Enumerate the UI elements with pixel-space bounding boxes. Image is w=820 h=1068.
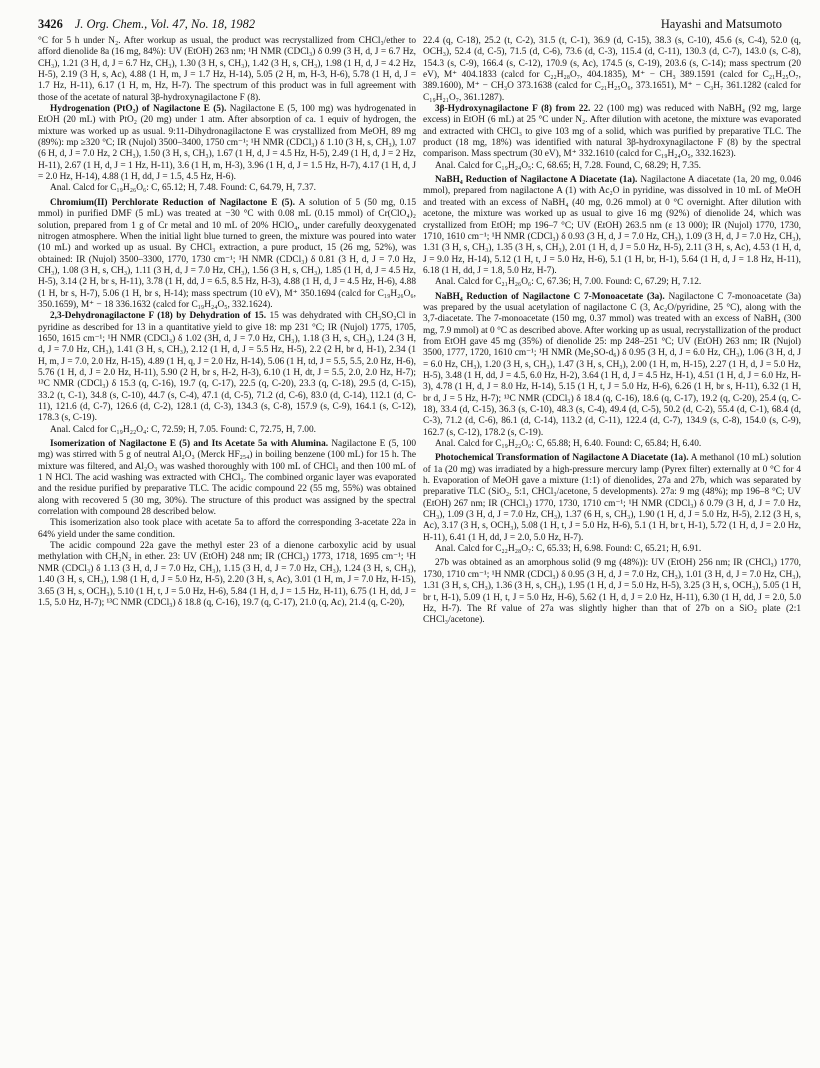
procedure-title: Hydrogenation (PtO₂) of Nagilactone E (5). <box>50 104 227 115</box>
analysis-paragraph <box>38 425 416 436</box>
paragraph-text: 15 was dehydrated with CH₃SO₂Cl in pyridine as described for 13 in a quantitative yield to give 18: mp 231 °C; IR (Nujol) 1775, 1705, 1650, 1615 cm⁻¹; ¹H NMR (CDCl₃) δ 1.02 (3H, d, J = 7.0 Hz, CH₃), 1.18 (3 H, s, CH₃), 1.24 (3 H, d, J = 7.0 Hz, CH₃), 1.41 (3 H, s, CH₃), 2.12 (1 H, d, J = 5.5 Hz, H-5), 2.2 (2 H, br d, H-1), 2.34 (1 H, m, J = 7.0, 2.0 Hz, H-15), 4.89 (1 H, q, J = 2.0 Hz, H-14), 5.06 (1 H, td, J = 5.5, 5.5, 2.0 Hz, H-6), 5.76 (1 H, d, J = 2.0 Hz, H-11), 5.90 (2 H, br s, H-2, H-3), 6.10 (1 H, dt, J = 5.5, 2.0, 2.0 Hz, H-7); ¹³C NMR (CDCl₃) δ 15.3 (q, C-16), 19.7 (q, C-17), 22.5 (q, C-20), 23.3 (q, C-18), 29.5 (d, C-15), 33.2 (t, C-1), 34.8 (s, C-10), 44.7 (s, C-4), 47.1 (d, C-5), 71.2 (d, C-6), 83.0 (d, C-14), 112.1 (d, C-11), 121.6 (d, C-7), 126.6 (d, C-2), 128.1 (d, C-3), 134.3 (s, C-8), 157.9 (s, C-9), 164.1 (s, C-12), 178.3 (s, C-19). <box>38 311 416 424</box>
paragraph-text: 22 (100 mg) was reduced with NaBH₄ (92 mg, large excess) in EtOH (6 mL) at 25 °C under N₂. After dilution with acetone, the mixture was evaporated and extracted with CHCl₃ to give 103 mg of a solid, which was purified by preparative TLC. The product (18 mg, 18%) was identified with natural 3β-hydroxynagilactone F (8) by the spectral comparison. Mass spectrum (30 eV), M⁺ 332.1610 (calcd for C₁₉H₂₄O₅, 332.1623). <box>423 104 801 160</box>
procedure-title: Photochemical Transformation of Nagilactone A Diacetate (1a). <box>435 453 689 464</box>
analysis-paragraph <box>423 439 801 450</box>
procedure-title: Chromium(II) Perchlorate Reduction of Nagilactone E (5). <box>50 197 295 208</box>
body-paragraph <box>423 175 801 277</box>
procedure-title: NaBH₄ Reduction of Nagilactone C 7-Monoacetate (3a). <box>435 291 665 302</box>
body-paragraph <box>38 36 416 104</box>
paragraph-text: Anal. Calcd for C₁₉H₂₆O₆: C, 65.12; H, 7.48. Found: C, 64.79, H, 7.37. <box>50 183 316 194</box>
paragraph-text: A solution of 5 (50 mg, 0.15 mmol) in purified DMF (5 mL) was treated at −30 °C with 0.08 mL (0.15 mmol) of Cr(ClO₄)₂ solution, prepared from 1 g of Cr metal and 10 mL of 20% HClO₄, under carefully deoxygenated nitrogen atmosphere. When the initial light blue turned to green, the mixture was poured into water (10 mL) and worked up as usual. By CHCl₃ extraction, a pure product, 15 (26 mg, 52%), was obtained: IR (Nujol) 3500–3300, 1770, 1730 cm⁻¹; ¹H NMR (CDCl₃) δ 0.81 (3 H, d, J = 7.0 Hz, CH₃), 1.08 (3 H, s, CH₃), 1.11 (3 H, d, J = 7.0 Hz, CH₃), 1.56 (3 H, s, CH₃), 1.85 (1 H, d, J = 4.5 Hz, H-5), 3.14 (2 H, br s, H-11), 3.78 (1 H, dd, J = 6.5, 8.5 Hz, H-3), 4.88 (1 H, d, J = 4.5 Hz, H-6), 4.88 (1 H, br s, H-7), 5.06 (1 H, br s, H-14); mass spectrum (10 eV), M⁺ 350.1694 (calcd for C₁₉H₂₆O₆, 350.1659), M⁺ − 18 336.1632 (calcd for C₁₉H₂₄O₅, 332.1624). <box>38 197 416 310</box>
paragraph-text: This isomerization also took place with acetate 5a to afford the corresponding 3-acetate 22a in 64% yield under the same condition. <box>38 518 416 540</box>
analysis-paragraph <box>423 161 801 172</box>
header-left <box>38 16 255 32</box>
paragraph-text: Nagilactone C 7-monoacetate (3a) was prepared by the usual acetylation of nagilactone C (3, Ac₂O/pyridine, 25 °C), along with the 3,7-diacetate. The 7-monoacetate (150 mg, 0.37 mmol) was treated with an excess of NaBH₄ (300 mg, 7.9 mmol) at 0 °C as described above. After working up as usual, recrystallization of the product from EtOH gave 45 mg (35%) of dienolide 25: mp 248–251 °C; UV (EtOH) 263 nm; IR (Nujol) 3500, 1777, 1720, 1610 cm⁻¹; ¹H NMR (Me₂SO-d₆) δ 0.95 (3 H, d, J = 6.0 Hz, CH₃), 1.06 (3 H, d, J = 6.0 Hz, CH₃), 1.20 (3 H, s, CH₃), 1.47 (3 H, s, CH₃), 2.00 (1 H, m, H-15), 2.27 (1 H, d, J = 5.0 Hz, H-5), 3.48 (1 H, dd, J = 4.5, 6.0 Hz, H-2), 3.64 (1 H, d, J = 4.5 Hz, H-1), 4.51 (1 H, d, J = 6.0 Hz, H-3), 4.78 (1 H, d, J = 8.0 Hz, H-14), 5.15 (1 H, t, J = 5.0 Hz, H-6), 6.26 (1 H, br s, H-11), 6.32 (1 H, br d, J = 5 Hz, H-7); ¹³C NMR (CDCl₃) δ 18.4 (q, C-16), 18.6 (q, C-17), 19.2 (q, C-20), 25.4 (q, C-18), 33.4 (d, C-15), 36.3 (s, C-10), 48.3 (s, C-4), 49.4 (d, C-5), 50.2 (d, C-2), 55.4 (d, C-1), 68.4 (d, C-3), 71.2 (d, C-6), 86.1 (d, C-14), 113.2 (d, C-11), 122.4 (d, C-7), 134.9 (s, C-8), 154.0 (s, C-9), 162.7 (s, C-12), 178.2 (s, C-19). <box>423 291 801 438</box>
procedure-title: Isomerization of Nagilactone E (5) and Its Acetate 5a with Alumina. <box>50 439 329 450</box>
left-column <box>38 36 416 1056</box>
paragraph-text: Anal. Calcd for C₁₉H₂₂O₄: C, 72.59; H, 7.05. Found: C, 72.75, H, 7.00. <box>50 424 316 435</box>
paragraph-text: The acidic compound 22a gave the methyl ester 23 of a dienone carboxylic acid by usual methylation with CH₂N₂ in ether. 23: UV (EtOH) 248 nm; IR (CHCl₃) 1773, 1718, 1695 cm⁻¹; ¹H NMR (CDCl₃) δ 1.13 (3 H, d, J = 7.0 Hz, CH₃), 1.15 (3 H, d, J = 7.0 Hz, CH₃), 1.24 (3 H, s, CH₃), 1.40 (3 H, s, CH₃), 1.98 (1 H, d, J = 5.0 Hz, H-5), 2.20 (3 H, s, Ac), 3.01 (1 H, m, J = 7.0 Hz, H-15), 3.65 (3 H, s, OCH₃), 5.10 (1 H, t, J = 5.0 Hz, H-6), 5.84 (1 H, d, J = 1.5 Hz, H-11), 6.75 (1 H, dd, J = 1.5, 5.0 Hz, H-7); ¹³C NMR (CDCl₃) δ 18.8 (q, C-16), 19.7 (q, C-17), 21.0 (q, Ac), 21.4 (q, C-20), <box>38 541 416 608</box>
body-paragraph <box>423 453 801 544</box>
body-paragraph <box>423 292 801 439</box>
body-paragraph <box>38 518 416 541</box>
paragraph-text: A methanol (10 mL) solution of 1a (20 mg) was irradiated by a high-pressure mercury lamp (Pyrex filter) externally at 0 °C for 4 h. Evaporation of MeOH gave a mixture (1:1) of dienolides, 27a and 27b, which was separated by preparative TLC (SiO₂, 5:1, CHCl₃/acetone, 5 developments). 27a: 9 mg (48%); mp 196–8 °C; UV (EtOH) 267 nm; IR (CHCl₃) 1770, 1730, 1710 cm⁻¹; ¹H NMR (CDCl₃) δ 0.79 (3 H, d, J = 7.0 Hz, CH₃), 1.09 (3 H, d, J = 7.0 Hz, CH₃), 1.37 (6 H, s, CH₃), 1.90 (1 H, d, J = 5.0 Hz, H-5), 2.12 (3 H, s, Ac), 3.17 (3 H, s, OCH₃), 5.08 (1 H, t, J = 5.0 Hz, H-6), 5.1 (1 H, br t, H-1), 5.72 (1 H, d, J = 2.0 Hz, H-11), 6.41 (1 H, dd, J = 2.0, 5.0 Hz, H-7). <box>423 453 801 543</box>
body-paragraph <box>423 558 801 626</box>
header-authors: Hayashi and Matsumoto <box>660 17 782 31</box>
paragraph-text: Nagilactone E (5, 100 mg) was hydrogenated in EtOH (20 mL) with PtO₂ (20 mg) under 1 atm. After absorption of ca. 1 equiv of hydrogen, the mixture was worked up as usual. 9:11-Dihydronagilactone E was crystallized from MeOH, 89 mg (89%): mp ≥320 °C; IR (Nujol) 3500–3400, 1750 cm⁻¹; ¹H NMR (CDCl₃) δ 1.10 (3 H, s, CH₃), 1.07 (6 H, d, J = 7.0 Hz, 2 CH₃), 1.50 (3 H, s, CH₃), 1.67 (1 H, d, J = 4.5 Hz, H-5), 2.49 (1 H, d, J = 2 Hz, H-11), 2.67 (1 H, d, J = 1 Hz, H-11), 3.6 (1 H, m, H-3), 3.96 (1 H, d, J = 1.5 Hz, H-7), 4.17 (1 H, d, J = 2.0 Hz, H-14), 4.88 (1 H, dd, J = 1.5, 4.5 Hz, H-6). <box>38 104 416 183</box>
body-paragraph <box>38 311 416 424</box>
body-paragraph <box>38 104 416 183</box>
paragraph-text: 27b was obtained as an amorphous solid (9 mg (48%)): UV (EtOH) 256 nm; IR (CHCl₃) 1770, 1730, 1710 cm⁻¹; ¹H NMR (CDCl₃) δ 0.95 (3 H, d, J = 7.0 Hz, CH₃), 1.01 (3 H, d, J = 7.0 Hz, CH₃), 1.31 (3 H, s, CH₃), 1.36 (3 H, s, CH₃), 1.95 (1 H, d, J = 5.0 Hz, H-5), 3.25 (3 H, s, OCH₃), 5.05 (1 H, br t, H-1), 5.09 (1 H, t, J = 5.0 Hz, H-6), 5.62 (1 H, d, J = 2.0 Hz, H-11), 6.30 (1 H, dd, J = 2.0, 5.0 Hz, H-7). The Rf value of 27a was slightly higher than that of 27b on a SiO₂ plate (2:1 CHCl₃/acetone). <box>423 558 801 626</box>
page-number: 3426 <box>38 17 63 31</box>
procedure-title: 3β-Hydroxynagilactone F (8) from 22. <box>435 104 591 115</box>
running-header <box>38 16 782 32</box>
analysis-paragraph <box>423 277 801 288</box>
paragraph-text: Nagilactone A diacetate (1a, 20 mg, 0.046 mmol), prepared from nagilactone A (1) with Ac₂O in pyridine, was dissolved in 10 mL of MeOH and treated with an excess of NaBH₄ (40 mg, 0.26 mmol) at 0 °C overnight. After dilution with acetone, the mixture was worked up as usual to give 16 mg (92%) of dienolide 24, which was crystallized from EtOH; mp 196–7 °C; UV (EtOH) 263.5 nm (ε 13 000); IR (Nujol) 1770, 1730, 1710, 1610 cm⁻¹; ¹H NMR (CDCl₃) δ 0.93 (3 H, d, J = 7.0 Hz, CH₃), 1.09 (3 H, d, J = 7.0 Hz, CH₃), 1.31 (3 H, s, CH₃), 1.35 (3 H, s, CH₃), 2.01 (1 H, d, J = 5.0 Hz, H-5), 2.11 (3 H, s, Ac), 4.53 (1 H, d, J = 9.0 Hz, H-14), 5.12 (1 H, t, J = 5.0 Hz, H-6), 5.1 (1 H, br, H-1), 5.64 (1 H, d, J = 1.8 Hz, H-11), 6.18 (1 H, dd, J = 1.8, 5.0 Hz, H-7). <box>423 175 801 276</box>
journal-citation: J. Org. Chem., Vol. 47, No. 18, 1982 <box>74 17 256 31</box>
body-paragraph <box>38 541 416 609</box>
paragraph-text: Nagilactone E (5, 100 mg) was stirred with 5 g of neutral Al₂O₃ (Merck HF₂₅₄) in boiling benzene (100 mL) for 15 h. The mixture was filtered, and Al₂O₃ was washed thoroughly with 100 mL of CHCl₃ and then 100 mL of 1 N HCl. The acid washing was extracted with CHCl₃. The combined organic layer was evaporated and the residue purified by preparative TLC. The acidic compound 22 (55 mg, 55%) was obtained along with recovered 5 (30 mg, 30%). The structure of this product was assigned by the spectral correlation with compound 28 described below. <box>38 439 416 518</box>
analysis-paragraph <box>423 544 801 555</box>
right-column <box>423 36 801 1056</box>
body-paragraph <box>38 439 416 518</box>
body-paragraph <box>38 198 416 311</box>
procedure-title: 2,3-Dehydronagilactone F (18) by Dehydration of 15. <box>50 311 267 322</box>
analysis-paragraph <box>38 183 416 194</box>
paragraph-text: Anal. Calcd for C₁₉H₂₄O₅: C, 68.65; H, 7.28. Found, C, 68.29; H, 7.35. <box>435 160 701 171</box>
body-paragraph <box>423 104 801 161</box>
paragraph-text: Anal. Calcd for C₂₂H₂₈O₇: C, 65.33; H, 6.98. Found: C, 65.21; H, 6.91. <box>435 544 702 555</box>
paragraph-text: °C for 5 h under N₂. After workup as usual, the product was recrystallized from CHCl₃/ether to afford dienolide 8a (16 mg, 84%): UV (EtOH) 263 nm; ¹H NMR (CDCl₃) δ 0.99 (3 H, d, J = 6.7 Hz, CH₃), 1.21 (3 H, d, J = 6.7 Hz, CH₃), 1.30 (3 H, s, CH₃), 1.42 (3 H, s, CH₃), 1.98 (1 H, d, J = 4.2 Hz, H-5), 2.19 (3 H, s, Ac), 4.88 (1 H, m, J = 1.7 Hz, H-14), 5.05 (2 H, m, H-3, H-6), 5.78 (1 H, d, J = 1.7 Hz, H-11), 6.17 (1 H, m, Hz, H-7). The spectrum of this product was in full agreement with those of the acetate of natural 3β-hydroxynagilactone F (8). <box>38 36 416 103</box>
procedure-title: NaBH₄ Reduction of Nagilactone A Diacetate (1a). <box>435 175 638 186</box>
paragraph-text: Anal. Calcd for C₁₉H₂₂O₆: C, 65.88; H, 6.40. Found: C, 65.84; H, 6.40. <box>435 439 702 450</box>
body-paragraph <box>423 36 801 104</box>
paragraph-text: 22.4 (q, C-18), 25.2 (t, C-2), 31.5 (t, C-1), 36.9 (d, C-15), 38.3 (s, C-10), 45.6 (s, C-4), 52.0 (q, OCH₃), 52.4 (d, C-5), 71.5 (d, C-6), 73.6 (d, C-3), 115.4 (d, C-11), 130.3 (d, C-7), 143.0 (s, C-8), 154.3 (s, C-9), 166.4 (s, C-12), 170.9 (s, Ac), 174.5 (s, C-19), 203.6 (s, C-14); mass spectrum (20 eV), M⁺ 404.1833 (calcd for C₂₂H₂₈O₇, 404.1835), M⁺ − CH₃ 389.1591 (calcd for C₂₁H₂₅O₇, 389.1600), M⁺ − CH₃O 373.1638 (calcd for C₂₁H₂₅O₆, 373.1651), M⁺ − C₃H₇ 361.1282 (calcd for C₁₉H₂₁O₇, 361.1287). <box>423 36 801 103</box>
paragraph-text: Anal. Calcd for C₂₁H₂₆O₆: C, 67.36; H, 7.00. Found: C, 67.29; H, 7.12. <box>435 277 702 288</box>
